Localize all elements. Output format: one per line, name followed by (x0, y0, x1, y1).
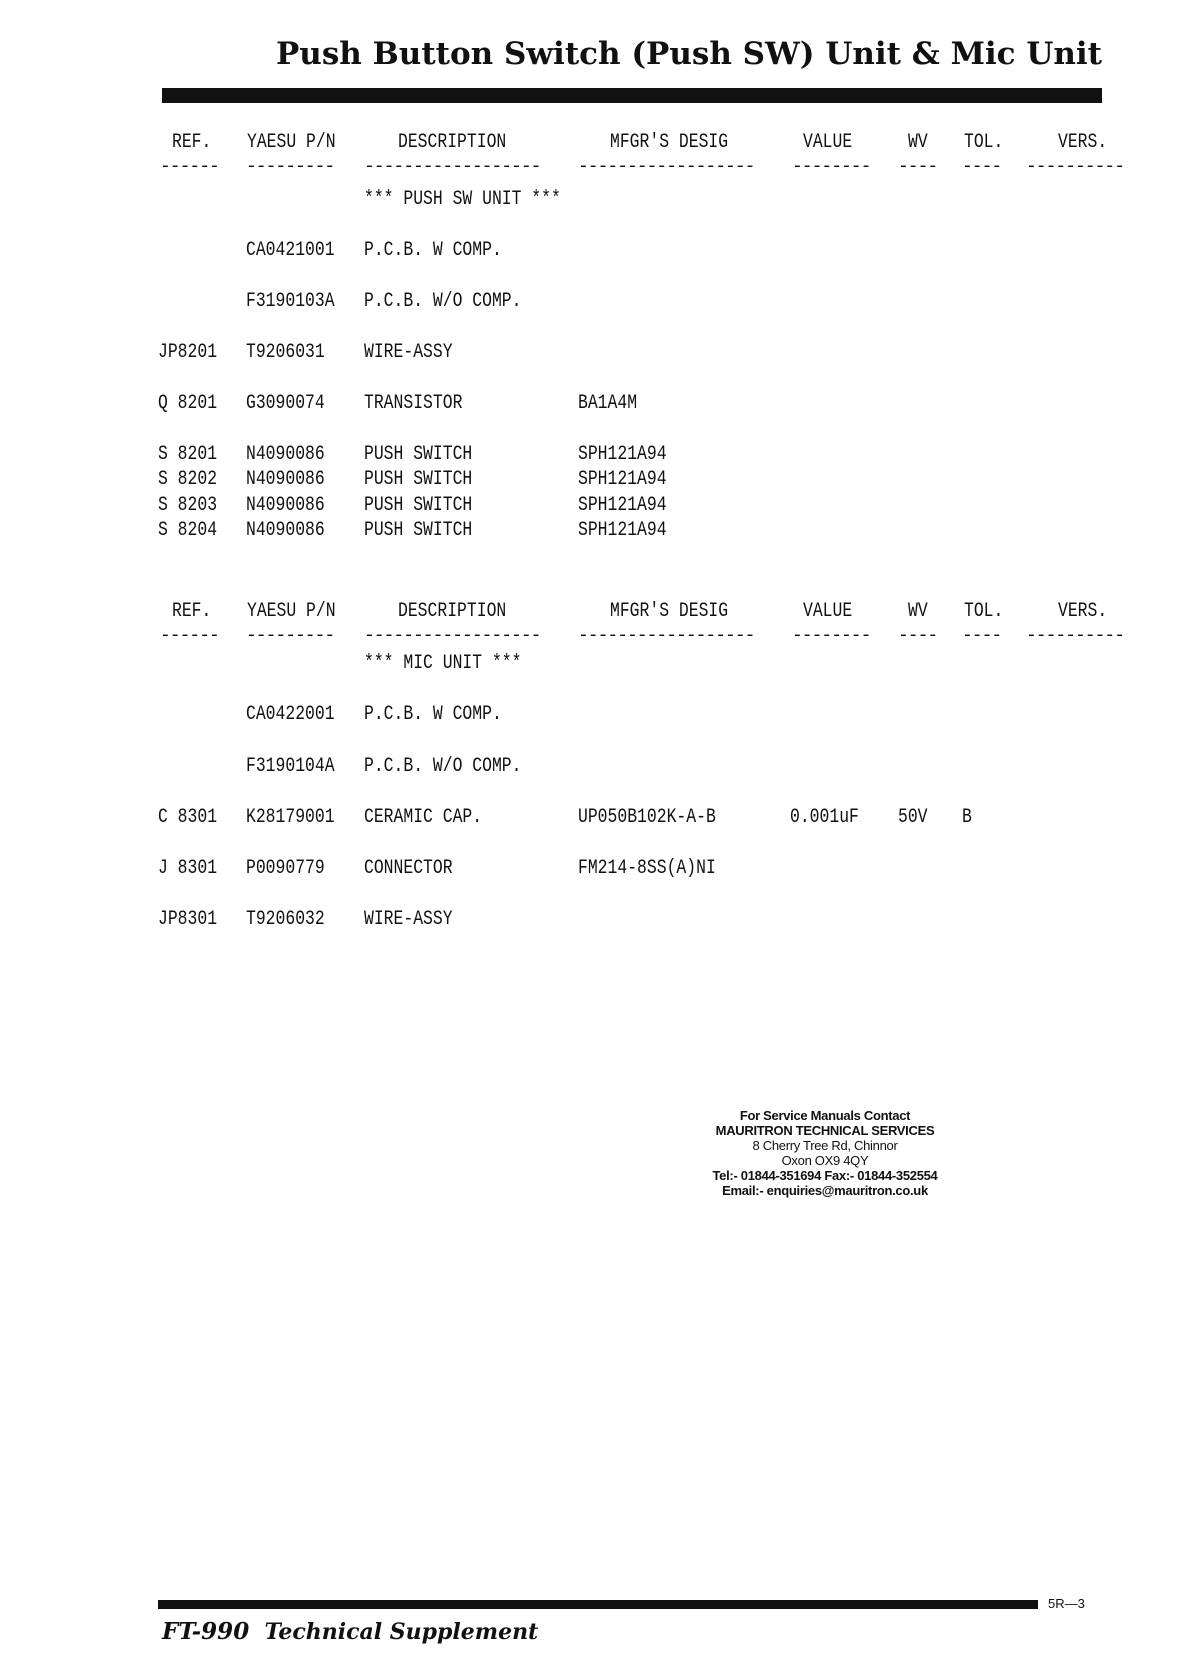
cell-pn: N4090086 (246, 519, 325, 542)
footer-title (162, 1618, 538, 1645)
cell-ref: J 8301 (158, 857, 218, 880)
cell-pn: T9206031 (246, 341, 325, 364)
column-header-mfgr: MFGR'S DESIG (610, 131, 729, 154)
cell-pn: N4090086 (246, 468, 325, 491)
title-rule (162, 88, 1102, 103)
contact-email: Email:- enquiries@mauritron.co.uk (722, 1183, 928, 1198)
cell-mfgr: UP050B102K-A-B (578, 806, 716, 829)
cell-pn: P0090779 (246, 857, 325, 880)
section-heading: *** PUSH SW UNIT *** (364, 188, 561, 211)
cell-pn: G3090074 (246, 392, 325, 415)
column-header-vers: VERS. (1058, 131, 1108, 154)
cell-desc: WIRE-ASSY (364, 341, 453, 364)
cell-pn: K28179001 (246, 806, 335, 829)
column-header-desc: DESCRIPTION (398, 600, 507, 623)
cell-mfgr: BA1A4M (578, 392, 638, 415)
underline-value: -------- (792, 626, 871, 646)
cell-desc: CERAMIC CAP. (364, 806, 483, 829)
column-header-tol: TOL. (964, 131, 1004, 154)
cell-ref: S 8203 (158, 494, 218, 517)
column-header-value: VALUE (803, 131, 853, 154)
cell-pn: CA0422001 (246, 703, 335, 726)
underline-vers: ---------- (1026, 626, 1125, 646)
cell-value: 0.001uF (790, 806, 859, 829)
cell-mfgr: SPH121A94 (578, 468, 667, 491)
service-contact-block (690, 1108, 960, 1198)
column-header-vers: VERS. (1058, 600, 1108, 623)
underline-desc: ------------------ (364, 626, 541, 646)
cell-desc: P.C.B. W COMP. (364, 703, 502, 726)
cell-desc: PUSH SWITCH (364, 519, 473, 542)
cell-pn: N4090086 (246, 443, 325, 466)
column-header-ref: REF. (172, 600, 212, 623)
table-row (0, 239, 1190, 267)
column-header-desc: DESCRIPTION (398, 131, 507, 154)
underline-mfgr: ------------------ (578, 626, 755, 646)
table-row (0, 703, 1190, 731)
column-header-pn: YAESU P/N (247, 131, 336, 154)
cell-tol: B (962, 806, 972, 829)
cell-ref: S 8202 (158, 468, 218, 491)
cell-pn: T9206032 (246, 908, 325, 931)
cell-desc: P.C.B. W/O COMP. (364, 755, 522, 778)
underline-pn: --------- (246, 157, 335, 177)
cell-ref: C 8301 (158, 806, 218, 829)
cell-desc: PUSH SWITCH (364, 468, 473, 491)
underline-pn: --------- (246, 626, 335, 646)
column-header-tol: TOL. (964, 600, 1004, 623)
cell-mfgr: SPH121A94 (578, 443, 667, 466)
contact-company: MAURITRON TECHNICAL SERVICES (715, 1123, 935, 1138)
cell-desc: PUSH SWITCH (364, 443, 473, 466)
table-row (0, 290, 1190, 318)
cell-desc: CONNECTOR (364, 857, 453, 880)
header-underline (0, 157, 1190, 185)
contact-postcode: Oxon OX9 4QY (781, 1153, 869, 1168)
column-header-ref: REF. (172, 131, 212, 154)
underline-wv: ---- (898, 157, 938, 177)
cell-desc: TRANSISTOR (364, 392, 463, 415)
cell-ref: S 8201 (158, 443, 218, 466)
footer-model: FT-990 (162, 1618, 250, 1645)
cell-wv: 50V (898, 806, 928, 829)
table-row (0, 494, 1190, 522)
cell-desc: WIRE-ASSY (364, 908, 453, 931)
page-title: Push Button Switch (Push SW) Unit & Mic Unit (275, 36, 1102, 72)
column-header-wv: WV (908, 131, 928, 154)
cell-desc: P.C.B. W/O COMP. (364, 290, 522, 313)
cell-mfgr: SPH121A94 (578, 494, 667, 517)
cell-pn: CA0421001 (246, 239, 335, 262)
underline-value: -------- (792, 157, 871, 177)
cell-ref: JP8201 (158, 341, 218, 364)
underline-wv: ---- (898, 626, 938, 646)
contact-line: For Service Manuals Contact (739, 1108, 911, 1123)
table-row (0, 468, 1190, 496)
underline-desc: ------------------ (364, 157, 541, 177)
section-heading: *** MIC UNIT *** (364, 652, 522, 675)
contact-address: 8 Cherry Tree Rd, Chinnor (752, 1138, 898, 1153)
underline-ref: ------ (160, 626, 219, 646)
page-number: 5R—3 (1048, 1596, 1085, 1611)
table-row (0, 443, 1190, 471)
table-row (0, 392, 1190, 420)
contact-phone: Tel:- 01844-351694 Fax:- 01844-352554 (712, 1168, 938, 1183)
table-row (0, 806, 1190, 834)
table-row (0, 857, 1190, 885)
table-header (0, 600, 1190, 628)
cell-pn: F3190104A (246, 755, 335, 778)
section-heading-row (0, 652, 1190, 680)
footer-rule (158, 1600, 1038, 1609)
cell-ref: Q 8201 (158, 392, 218, 415)
cell-pn: F3190103A (246, 290, 335, 313)
cell-desc: PUSH SWITCH (364, 494, 473, 517)
column-header-value: VALUE (803, 600, 853, 623)
underline-tol: ---- (962, 626, 1002, 646)
underline-vers: ---------- (1026, 157, 1125, 177)
column-header-pn: YAESU P/N (247, 600, 336, 623)
cell-ref: S 8204 (158, 519, 218, 542)
table-row (0, 755, 1190, 783)
table-header (0, 131, 1190, 159)
footer-subtitle: Technical Supplement (264, 1619, 539, 1645)
table-row (0, 519, 1190, 547)
table-row (0, 908, 1190, 936)
cell-pn: N4090086 (246, 494, 325, 517)
section-heading-row (0, 188, 1190, 216)
underline-mfgr: ------------------ (578, 157, 755, 177)
cell-mfgr: FM214-8SS(A)NI (578, 857, 716, 880)
cell-desc: P.C.B. W COMP. (364, 239, 502, 262)
header-underline (0, 626, 1190, 654)
cell-ref: JP8301 (158, 908, 218, 931)
underline-ref: ------ (160, 157, 219, 177)
table-row (0, 341, 1190, 369)
column-header-mfgr: MFGR'S DESIG (610, 600, 729, 623)
cell-mfgr: SPH121A94 (578, 519, 667, 542)
underline-tol: ---- (962, 157, 1002, 177)
column-header-wv: WV (908, 600, 928, 623)
